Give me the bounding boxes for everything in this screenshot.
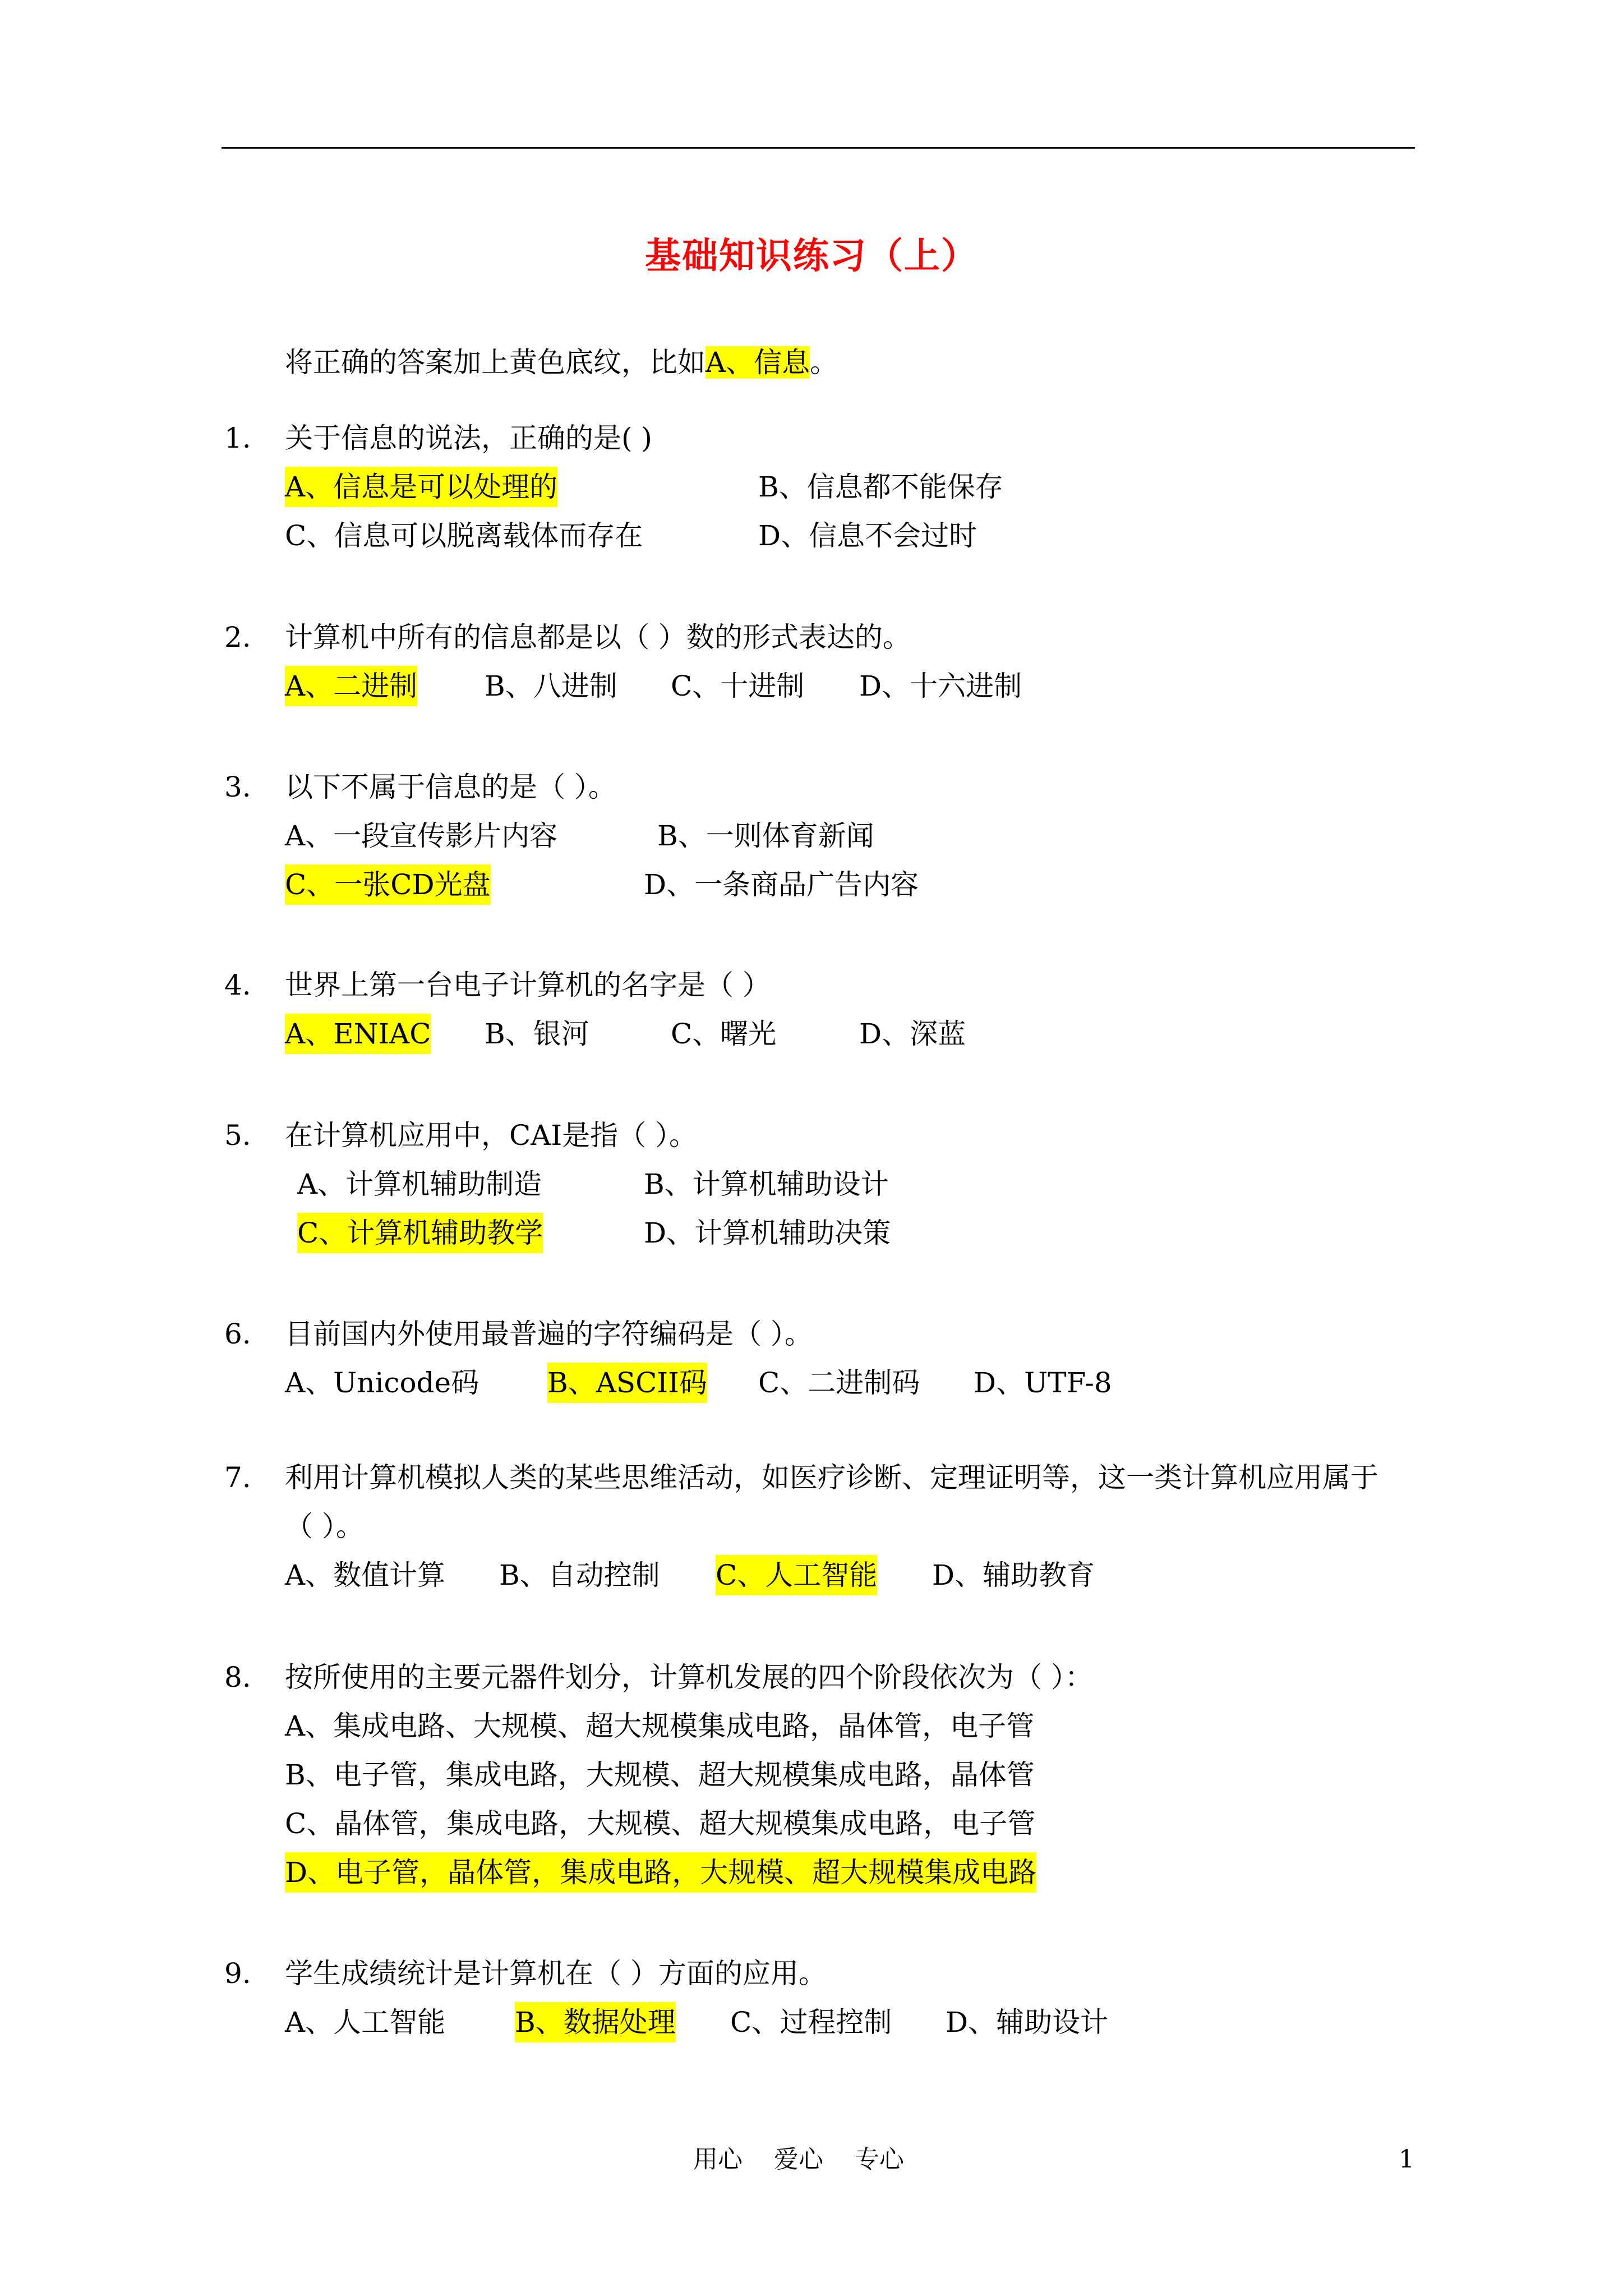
q6-number: 6. — [224, 1318, 251, 1350]
q5-number: 5. — [224, 1119, 251, 1152]
q2-number: 2. — [224, 621, 251, 654]
q7-text: 利用计算机模拟人类的某些思维活动，如医疗诊断、定理证明等，这一类计算机应用属于 — [285, 1461, 1378, 1494]
q4-text: 世界上第一台电子计算机的名字是（ ） — [285, 969, 771, 1001]
q6-option-d[interactable]: D、UTF-8 — [974, 1366, 1112, 1399]
q2-option-c[interactable]: C、十进制 — [671, 670, 805, 702]
instruction-example: A、信息 — [706, 346, 810, 379]
q1-option-d[interactable]: D、信息不会过时 — [758, 519, 978, 552]
q4-option-a[interactable]: A、ENIAC — [285, 1014, 431, 1054]
instruction-text: 将正确的答案加上黄色底纹，比如 — [285, 346, 706, 379]
q7-number: 7. — [224, 1461, 251, 1494]
q3-text: 以下不属于信息的是（ ）。 — [285, 771, 616, 803]
q8-option-a[interactable]: A、集成电路、大规模、超大规模集成电路，晶体管，电子管 — [285, 1710, 1035, 1742]
page-title: 基础知识练习（上） — [645, 236, 978, 277]
q7-option-c[interactable]: C、人工智能 — [716, 1555, 877, 1595]
q9-option-b[interactable]: B、数据处理 — [515, 2002, 676, 2042]
q1-text: 关于信息的说法，正确的是( ) — [285, 422, 652, 454]
q4-option-b[interactable]: B、银河 — [485, 1018, 589, 1050]
q2-option-a[interactable]: A、二进制 — [285, 666, 417, 706]
q2-option-d[interactable]: D、十六进制 — [859, 670, 1022, 702]
q1-option-b[interactable]: B、信息都不能保存 — [758, 471, 1003, 503]
q5-option-b[interactable]: B、计算机辅助设计 — [644, 1168, 889, 1200]
q6-option-b[interactable]: B、ASCII码 — [547, 1363, 707, 1403]
q6-text: 目前国内外使用最普遍的字符编码是（ ）。 — [285, 1318, 813, 1350]
q3-option-a[interactable]: A、一段宣传影片内容 — [285, 820, 558, 852]
q8-option-c[interactable]: C、晶体管，集成电路，大规模、超大规模集成电路，电子管 — [285, 1807, 1036, 1840]
q1-option-c[interactable]: C、信息可以脱离载体而存在 — [285, 519, 643, 552]
q7-text-continued: （ ）。 — [285, 1510, 364, 1543]
q1-option-a[interactable]: A、信息是可以处理的 — [285, 467, 557, 507]
q6-option-c[interactable]: C、二进制码 — [758, 1366, 920, 1399]
q9-option-d[interactable]: D、辅助设计 — [946, 2006, 1109, 2039]
q2-text: 计算机中所有的信息都是以（ ）数的形式表达的。 — [285, 621, 911, 654]
q2-option-b[interactable]: B、八进制 — [485, 670, 617, 702]
q7-option-d[interactable]: D、辅助教育 — [932, 1559, 1095, 1591]
q7-option-b[interactable]: B、自动控制 — [499, 1559, 660, 1591]
q5-text: 在计算机应用中，CAI是指（ ）。 — [285, 1119, 698, 1152]
q5-option-d[interactable]: D、计算机辅助决策 — [644, 1217, 891, 1249]
page-number: 1 — [1399, 2145, 1414, 2174]
q9-number: 9. — [224, 1957, 251, 1990]
q4-option-c[interactable]: C、曙光 — [671, 1018, 777, 1050]
instruction — [285, 342, 838, 383]
footer-motto: 用心 爱心 专心 — [693, 2145, 904, 2174]
q8-option-d[interactable]: D、电子管，晶体管，集成电路，大规模、超大规模集成电路 — [285, 1852, 1036, 1893]
q9-option-c[interactable]: C、过程控制 — [730, 2006, 892, 2039]
q5-option-c[interactable]: C、计算机辅助教学 — [297, 1213, 543, 1253]
q8-text: 按所使用的主要元器件划分，计算机发展的四个阶段依次为（ ）： — [285, 1661, 1093, 1694]
q8-number: 8. — [224, 1661, 251, 1694]
q3-option-c[interactable]: C、一张CD光盘 — [285, 864, 491, 905]
q1-number: 1. — [224, 422, 251, 454]
q5-option-a[interactable]: A、计算机辅助制造 — [297, 1168, 542, 1200]
q7-option-a[interactable]: A、数值计算 — [285, 1559, 446, 1591]
q3-option-b[interactable]: B、一则体育新闻 — [657, 820, 874, 852]
q4-option-d[interactable]: D、深蓝 — [859, 1018, 966, 1050]
q3-number: 3. — [224, 771, 251, 803]
header-rule — [222, 147, 1415, 149]
q6-option-a[interactable]: A、Unicode码 — [285, 1366, 479, 1399]
q3-option-d[interactable]: D、一条商品广告内容 — [644, 868, 919, 901]
q9-option-a[interactable]: A、人工智能 — [285, 2006, 446, 2039]
q9-text: 学生成绩统计是计算机在（ ）方面的应用。 — [285, 1957, 827, 1990]
q4-number: 4. — [224, 969, 251, 1001]
instruction-end: 。 — [810, 346, 838, 379]
q8-option-b[interactable]: B、电子管，集成电路，大规模、超大规模集成电路，晶体管 — [285, 1759, 1035, 1791]
